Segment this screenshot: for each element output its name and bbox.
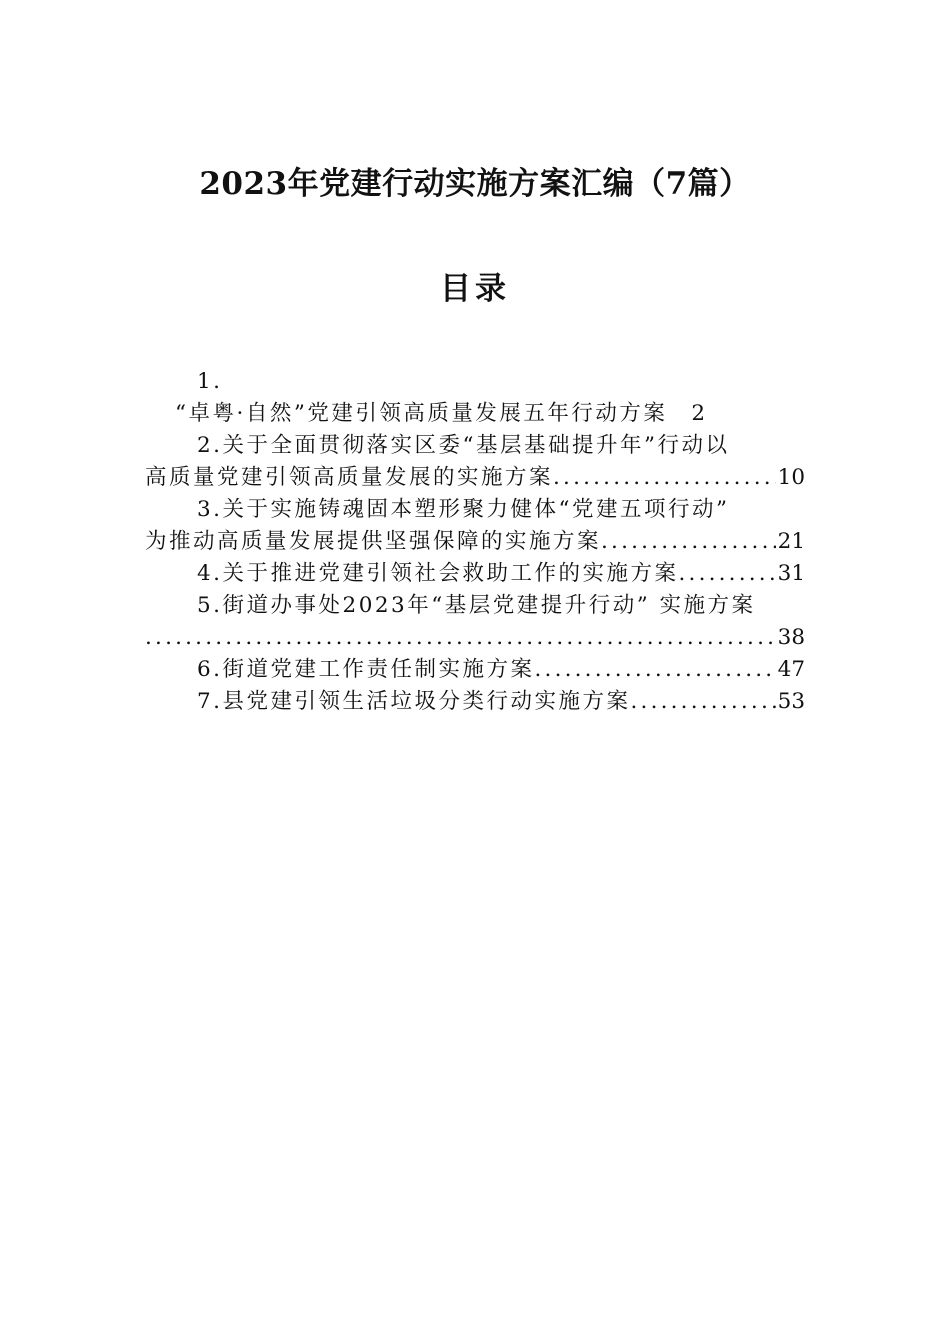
toc-item-7-title[interactable]: 7.县党建引领生活垃圾分类行动实施方案 [197,689,631,714]
toc-item-6-leader-dots [535,654,776,686]
toc-item-3-title-part-1[interactable]: 3.关于实施铸魂固本塑形聚力健体“党建五项行动” [197,497,730,522]
toc-item-4-page[interactable]: 31 [777,561,805,586]
toc-item-2-line-2[interactable] [145,462,805,494]
toc-item-2-title-part-1[interactable]: 2.关于全面贯彻落实区委“基层基础提升年”行动以 [197,433,730,458]
toc-item-4-leader-dots [679,558,776,590]
toc-item-2-page[interactable]: 10 [777,465,805,490]
toc-item-7-page[interactable]: 53 [777,689,805,714]
toc-item-5-leader-dots [145,622,776,654]
toc-item-3-page[interactable]: 21 [777,529,805,554]
toc-item-5-title[interactable]: 5.街道办事处2023年“基层党建提升行动” 实施方案 [197,593,756,618]
toc-item-7-leader-dots [631,686,776,718]
toc-item-3-line-1[interactable] [145,494,805,526]
toc-item-1-page[interactable]: 2 [691,401,706,426]
toc-item-2-line-1[interactable] [145,430,805,462]
toc-item-7-line[interactable] [145,686,805,718]
toc-item-3-title-part-2[interactable]: 为推动高质量发展提供坚强保障的实施方案 [145,529,602,554]
toc-item-5-page[interactable]: 38 [777,625,805,650]
toc-item-2-title-part-2[interactable]: 高质量党建引领高质量发展的实施方案 [145,465,554,490]
toc-heading: 目录 [440,271,510,307]
toc-item-5-line-1[interactable] [145,590,805,622]
toc-item-4-title[interactable]: 4.关于推进党建引领社会救助工作的实施方案 [197,561,679,586]
toc-item-3-leader-dots [601,526,776,558]
toc-item-1-title[interactable]: “卓粤·自然”党建引领高质量发展五年行动方案 [175,401,668,426]
toc-item-5-line-2[interactable] [145,622,805,654]
toc-item-1-title-line[interactable] [145,398,805,430]
toc-item-1-number-line [145,366,805,398]
toc-item-6-line[interactable] [145,654,805,686]
toc-item-6-page[interactable]: 47 [777,657,805,682]
toc-item-2-leader-dots [553,462,776,494]
toc-item-3-line-2[interactable] [145,526,805,558]
document-title: 2023年党建行动实施方案汇编（7篇） [199,166,751,202]
table-of-contents [145,366,805,718]
toc-item-1-number[interactable]: 1. [197,369,223,394]
toc-item-6-title[interactable]: 6.街道党建工作责任制实施方案 [197,657,535,682]
toc-item-4-line[interactable] [145,558,805,590]
